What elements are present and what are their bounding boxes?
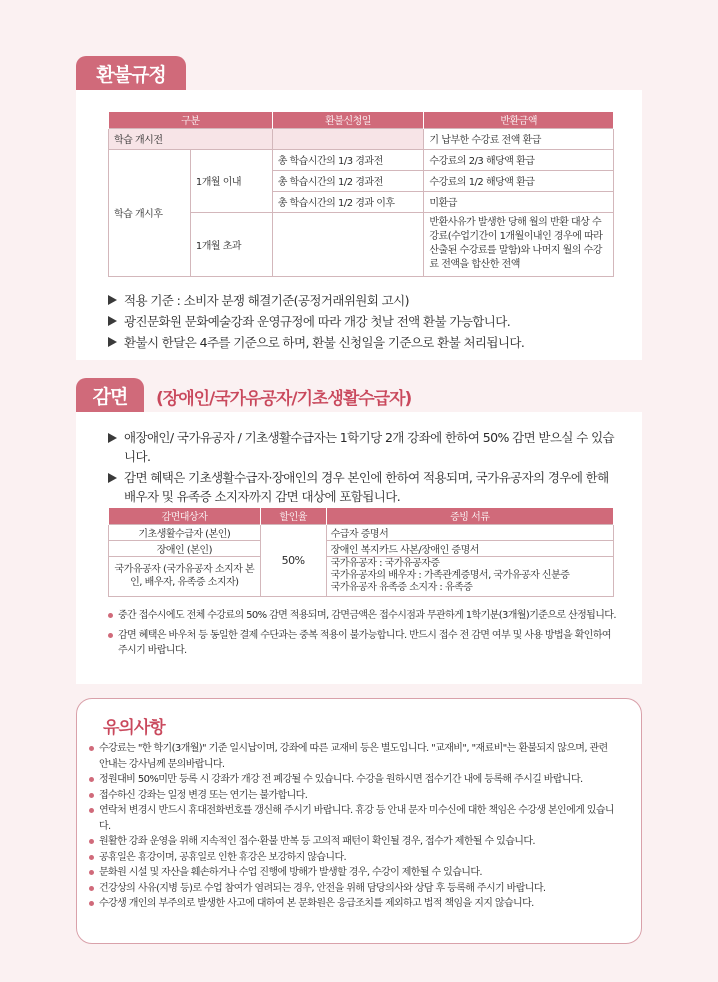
caution-item-text: 공휴일은 휴강이며, 공휴일로 인한 휴강은 보강하지 않습니다. [99, 851, 347, 863]
refund-row-when: 총 학습시간의 1/2 경과전 [272, 170, 424, 191]
list-item [89, 896, 619, 912]
refund-card [76, 90, 642, 360]
discount-docs: 수급자 증명서 [326, 524, 613, 540]
list-item [108, 628, 618, 659]
refund-row-when: 총 학습시간의 1/3 경과전 [272, 149, 424, 170]
discount-table [108, 508, 614, 597]
triangle-bullet-icon [108, 295, 117, 305]
discount-note-text: 중간 접수시에도 전체 수강료의 50% 감면 적용되며, 감면금액은 접수시점과 무관하게 1학기분(3개월)기준으로 산정됩니다. [118, 610, 616, 621]
triangle-bullet-icon [108, 473, 117, 483]
list-item [89, 881, 619, 897]
list-item [89, 788, 619, 804]
discount-section-title: 감면 [92, 385, 128, 408]
discount-bullet-text: 감면 혜택은 기초생활수급자·장애인의 경우 본인에 한하여 적용되며, 국가유공자의 경우에 한해 배우자 및 유족증 소지자까지 감면 대상에 포함됩니다. [124, 470, 609, 504]
caution-item-text: 접수하신 강좌는 일정 변경 또는 연기는 불가합니다. [99, 789, 308, 801]
table-row [109, 540, 614, 556]
refund-bullet-text: 적용 기준 : 소비자 분쟁 해결기준(공정거래위원회 고시) [124, 293, 409, 308]
list-item [89, 865, 619, 881]
discount-table-wrap [108, 508, 614, 597]
dot-bullet-icon [89, 901, 94, 906]
list-item [108, 290, 618, 311]
discount-rate: 50% [260, 524, 326, 596]
refund-before-label: 학습 개시전 [109, 128, 273, 149]
refund-over-label: 1개월 초과 [190, 212, 272, 276]
refund-after-label: 학습 개시후 [109, 149, 191, 276]
list-item [89, 741, 619, 772]
table-row [109, 524, 614, 540]
list-item [89, 772, 619, 788]
list-item [89, 834, 619, 850]
list-item [89, 850, 619, 866]
triangle-bullet-icon [108, 316, 117, 326]
caution-card [76, 698, 642, 944]
refund-over-date [272, 212, 424, 276]
dot-bullet-icon [89, 746, 94, 751]
discount-subtitle: (장애인/국가유공자/기초생활수급자) [156, 389, 412, 409]
dot-bullet-icon [108, 633, 113, 638]
discount-card [76, 412, 642, 684]
refund-over-amount: 반환사유가 발생한 당해 월의 반환 대상 수강료(수업기간이 1개월이내인 경우에 따라 산출된 수강료를 말함)와 나머지 월의 수강료 전액을 합산한 전액 [424, 212, 614, 276]
refund-within-label: 1개월 이내 [190, 149, 272, 212]
dot-bullet-icon [89, 855, 94, 860]
refund-table-header [109, 112, 614, 128]
caution-item-text: 문화원 시설 및 자산을 훼손하거나 수업 진행에 방해가 발생할 경우, 수강이 제한될 수 있습니다. [99, 867, 482, 878]
discount-header-rate: 할인율 [260, 508, 326, 524]
refund-section-title: 환불규정 [96, 63, 166, 86]
refund-bullets [108, 290, 618, 353]
caution-item-text: 수강료는 "한 학기(3개월)" 기준 일시납이며, 강좌에 따른 교재비 등은 별도입니다. "교재비", "재료비"는 환불되지 않으며, 관련 안내는 강사님께 문의바랍니다. [99, 743, 608, 770]
refund-header-amount: 반환금액 [424, 112, 614, 128]
discount-target: 기초생활수급자 (본인) [109, 524, 261, 540]
discount-target: 국가유공자 (국가유공자 소지자 본인, 배우자, 유족증 소지자) [109, 556, 261, 596]
dot-bullet-icon [89, 839, 94, 844]
dot-bullet-icon [108, 613, 113, 618]
refund-row-amount: 수강료의 1/2 해당액 환급 [424, 170, 614, 191]
dot-bullet-icon [89, 870, 94, 875]
refund-bullet-text: 광진문화원 문화예술강좌 운영규정에 따라 개강 첫날 전액 환불 가능합니다. [124, 314, 511, 329]
dot-bullet-icon [89, 793, 94, 798]
dot-bullet-icon [89, 777, 94, 782]
caution-item-text: 정원대비 50%미만 등록 시 강좌가 개강 전 폐강될 수 있습니다. 수강을 원하시면 접수기간 내에 등록해 주시길 바랍니다. [99, 774, 583, 785]
refund-table-wrap [108, 112, 614, 277]
table-row [109, 556, 614, 596]
refund-header-date: 환불신청일 [272, 112, 424, 128]
discount-bullets [108, 428, 620, 506]
discount-docs: 국가유공자 : 국가유공자증 국가유공자의 배우자 : 가족관계증명서, 국가유공자 신분증 국가유공자 유족증 소지자 : 유족증 [326, 556, 613, 596]
caution-item-text: 수강생 개인의 부주의로 발생한 사고에 대하여 본 문화원은 응급조치를 제외하고 법적 책임을 지지 않습니다. [99, 898, 534, 909]
discount-note-text: 감면 혜택은 바우처 등 동일한 결제 수단과는 중복 적용이 불가능합니다. 반드시 접수 전 감면 여부 및 사용 방법을 확인하여 주시기 바랍니다. [118, 629, 611, 656]
refund-before-amount: 기 납부한 수강료 전액 환급 [424, 128, 614, 149]
refund-header-category: 구분 [109, 112, 273, 128]
discount-header-target: 감면대상자 [109, 508, 261, 524]
list-item [108, 468, 620, 506]
discount-docs: 장애인 복지카드 사본/장애인 증명서 [326, 540, 613, 556]
caution-item-text: 건강상의 사유(지병 등)로 수업 참여가 염려되는 경우, 안전을 위해 담당의사와 상담 후 등록해 주시기 바랍니다. [99, 882, 546, 894]
discount-table-header [109, 508, 614, 524]
list-item [89, 803, 619, 834]
refund-section-tab [76, 56, 186, 90]
discount-header-docs: 증빙 서류 [326, 508, 613, 524]
caution-item-text: 연락처 변경시 반드시 휴대전화번호를 갱신해 주시기 바랍니다. 휴강 등 안내 문자 미수신에 대한 책임은 수강생 본인에게 있습니다. [99, 805, 614, 832]
triangle-bullet-icon [108, 433, 117, 443]
table-row [109, 128, 614, 149]
discount-bullet-text: 애장애인/ 국가유공자 / 기초생활수급자는 1학기당 2개 강좌에 한하여 50% 감면 받으실 수 있습니다. [124, 430, 615, 464]
refund-row-amount: 미환급 [424, 191, 614, 212]
list-item [108, 311, 618, 332]
dot-bullet-icon [89, 886, 94, 891]
refund-before-date [272, 128, 424, 149]
discount-target: 장애인 (본인) [109, 540, 261, 556]
dot-bullet-icon [89, 808, 94, 813]
caution-item-text: 원활한 강좌 운영을 위해 지속적인 접수·환불 반복 등 고의적 패턴이 확인될 경우, 접수가 제한될 수 있습니다. [99, 836, 535, 847]
discount-section-tab [76, 378, 144, 412]
list-item [108, 332, 618, 353]
table-row [109, 149, 614, 170]
refund-row-amount: 수강료의 2/3 해당액 환급 [424, 149, 614, 170]
list-item [108, 608, 618, 624]
caution-list [89, 741, 619, 912]
triangle-bullet-icon [108, 337, 117, 347]
refund-bullet-text: 환불시 한달은 4주를 기준으로 하며, 환불 신청일을 기준으로 환불 처리됩니다. [124, 335, 525, 350]
refund-row-when: 총 학습시간의 1/2 경과 이후 [272, 191, 424, 212]
caution-title: 유의사항 [103, 718, 165, 738]
refund-table [108, 112, 614, 277]
list-item [108, 428, 620, 466]
discount-notes [108, 608, 618, 659]
